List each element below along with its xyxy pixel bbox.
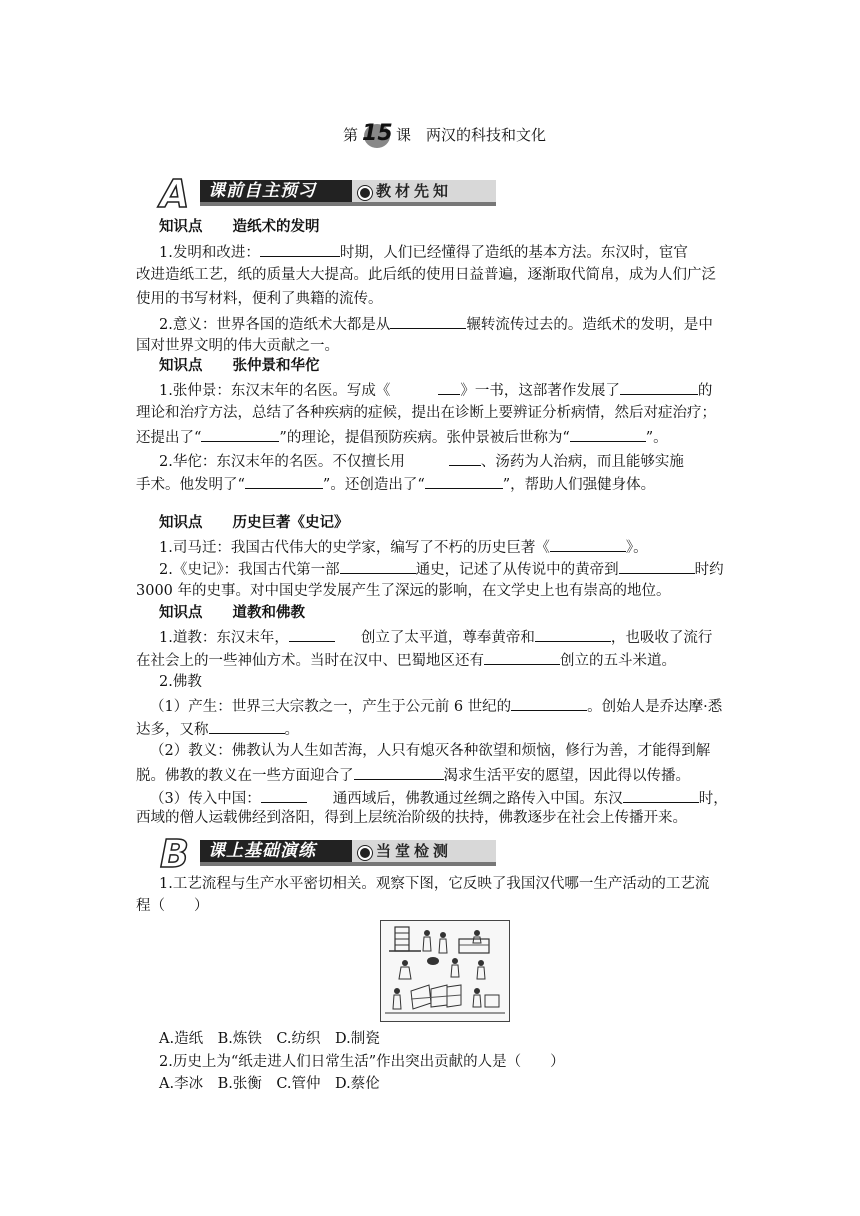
lesson-number: 15	[362, 121, 393, 146]
text-line: 国对世界文明的伟大贡献之一。	[136, 338, 339, 354]
knowledge-point-heading: 知识点 历史巨著《史记》	[159, 515, 349, 531]
banner-dot-icon	[358, 846, 372, 860]
text-line: 2.华佗：东汉末年的名医。不仅擅长用 、汤药为人治病，而且能够实施	[159, 450, 736, 472]
banner-main-text: 课上基础演练	[208, 841, 316, 861]
text-line: 2.佛教	[159, 674, 202, 690]
knowledge-point-heading: 知识点 道教和佛教	[159, 605, 305, 621]
lesson-number-badge	[362, 121, 393, 148]
question-1-stem-cont: 程（ ）	[136, 898, 209, 914]
text-line: 还提出了“ ”的理论，提倡预防疾病。张仲景被后世称为“ ”。	[136, 426, 736, 448]
text-line: 理论和治疗方法，总结了各种疾病的症候，提出在诊断上要辨证分析病情，然后对症治疗；	[136, 405, 716, 421]
title-suffix: 课	[396, 126, 412, 144]
question-1-options: A.造纸 B.炼铁 C.纺织 D.制瓷	[159, 1031, 380, 1047]
text-line: 1.发明和改进： 时期，人们已经懂得了造纸的基本方法。东汉时，宦官	[159, 241, 736, 263]
section-banner-b	[160, 832, 496, 876]
question-2-options: A.李冰 B.张衡 C.管仲 D.蔡伦	[159, 1076, 380, 1092]
banner-letter: A	[160, 172, 190, 216]
question-1-stem: 1.工艺流程与生产水平密切相关。观察下图，它反映了我国汉代哪一生产活动的工艺流	[159, 876, 710, 892]
text-line: （3）传入中国： 通西域后，佛教通过丝绸之路传入中国。东汉 时，	[150, 787, 736, 809]
text-line: 3000 年的史事。对中国史学发展产生了深远的影响，在文学史上也有崇高的地位。	[136, 583, 671, 599]
lesson-title	[343, 123, 546, 148]
text-line: 2.《史记》：我国古代第一部 通史，记述了从传说中的黄帝到 时约	[159, 558, 736, 580]
text-line: （1）产生：世界三大宗教之一，产生于公元前 6 世纪的 。创始人是乔达摩·悉	[150, 695, 736, 717]
text-line: 在社会上的一些神仙方术。当时在汉中、巴蜀地区还有 创立的五斗米道。	[136, 649, 736, 671]
text-line: 西域的僧人运载佛经到洛阳，得到上层统治阶级的扶持，佛教逐步在社会上传播开来。	[136, 810, 687, 826]
title-prefix: 第	[343, 126, 359, 144]
section-banner-a	[160, 172, 496, 216]
text-line: 脱。佛教的教义在一些方面迎合了 渴求生活平安的愿望，因此得以传播。	[136, 764, 736, 786]
banner-sub-text: 教材先知	[376, 182, 453, 200]
papermaking-illustration-graphic	[381, 921, 509, 1021]
text-line: 达多，又称 。	[136, 718, 736, 740]
knowledge-point-heading: 知识点 造纸术的发明	[159, 219, 320, 235]
text-line: 手术。他发明了“ ”。还创造出了“ ”，帮助人们强健身体。	[136, 473, 736, 495]
text-line: 改进造纸工艺，纸的质量大大提高。此后纸的使用日益普遍，逐渐取代简帛，成为人们广泛	[136, 267, 716, 283]
text-line: 1.道教：东汉末年， 创立了太平道，尊奉黄帝和 ，也吸收了流行	[159, 626, 736, 648]
lesson-name: 两汉的科技和文化	[426, 126, 547, 144]
knowledge-point-heading: 知识点 张仲景和华佗	[159, 358, 320, 374]
banner-sub-text: 当堂检测	[376, 842, 453, 860]
text-line: 1.司马迁：我国古代伟大的史学家，编写了不朽的历史巨著《 》。	[159, 536, 736, 558]
question-2-stem: 2.历史上为“纸走进人们日常生活”作出突出贡献的人是（ ）	[159, 1054, 565, 1070]
banner-letter: B	[160, 832, 189, 876]
papermaking-illustration	[380, 920, 510, 1022]
banner-main-text: 课前自主预习	[208, 181, 316, 201]
banner-dot-icon	[358, 186, 372, 200]
text-line: 使用的书写材料，便利了典籍的流传。	[136, 291, 383, 307]
text-line: （2）教义：佛教认为人生如苦海，人只有熄灭各种欲望和烦恼，修行为善，才能得到解	[150, 743, 711, 759]
text-line: 2.意义：世界各国的造纸术大都是从 辗转流传过去的。造纸术的发明，是中	[159, 313, 736, 335]
text-line: 1.张仲景：东汉末年的名医。写成《 》一书，这部著作发展了 的	[159, 379, 736, 401]
